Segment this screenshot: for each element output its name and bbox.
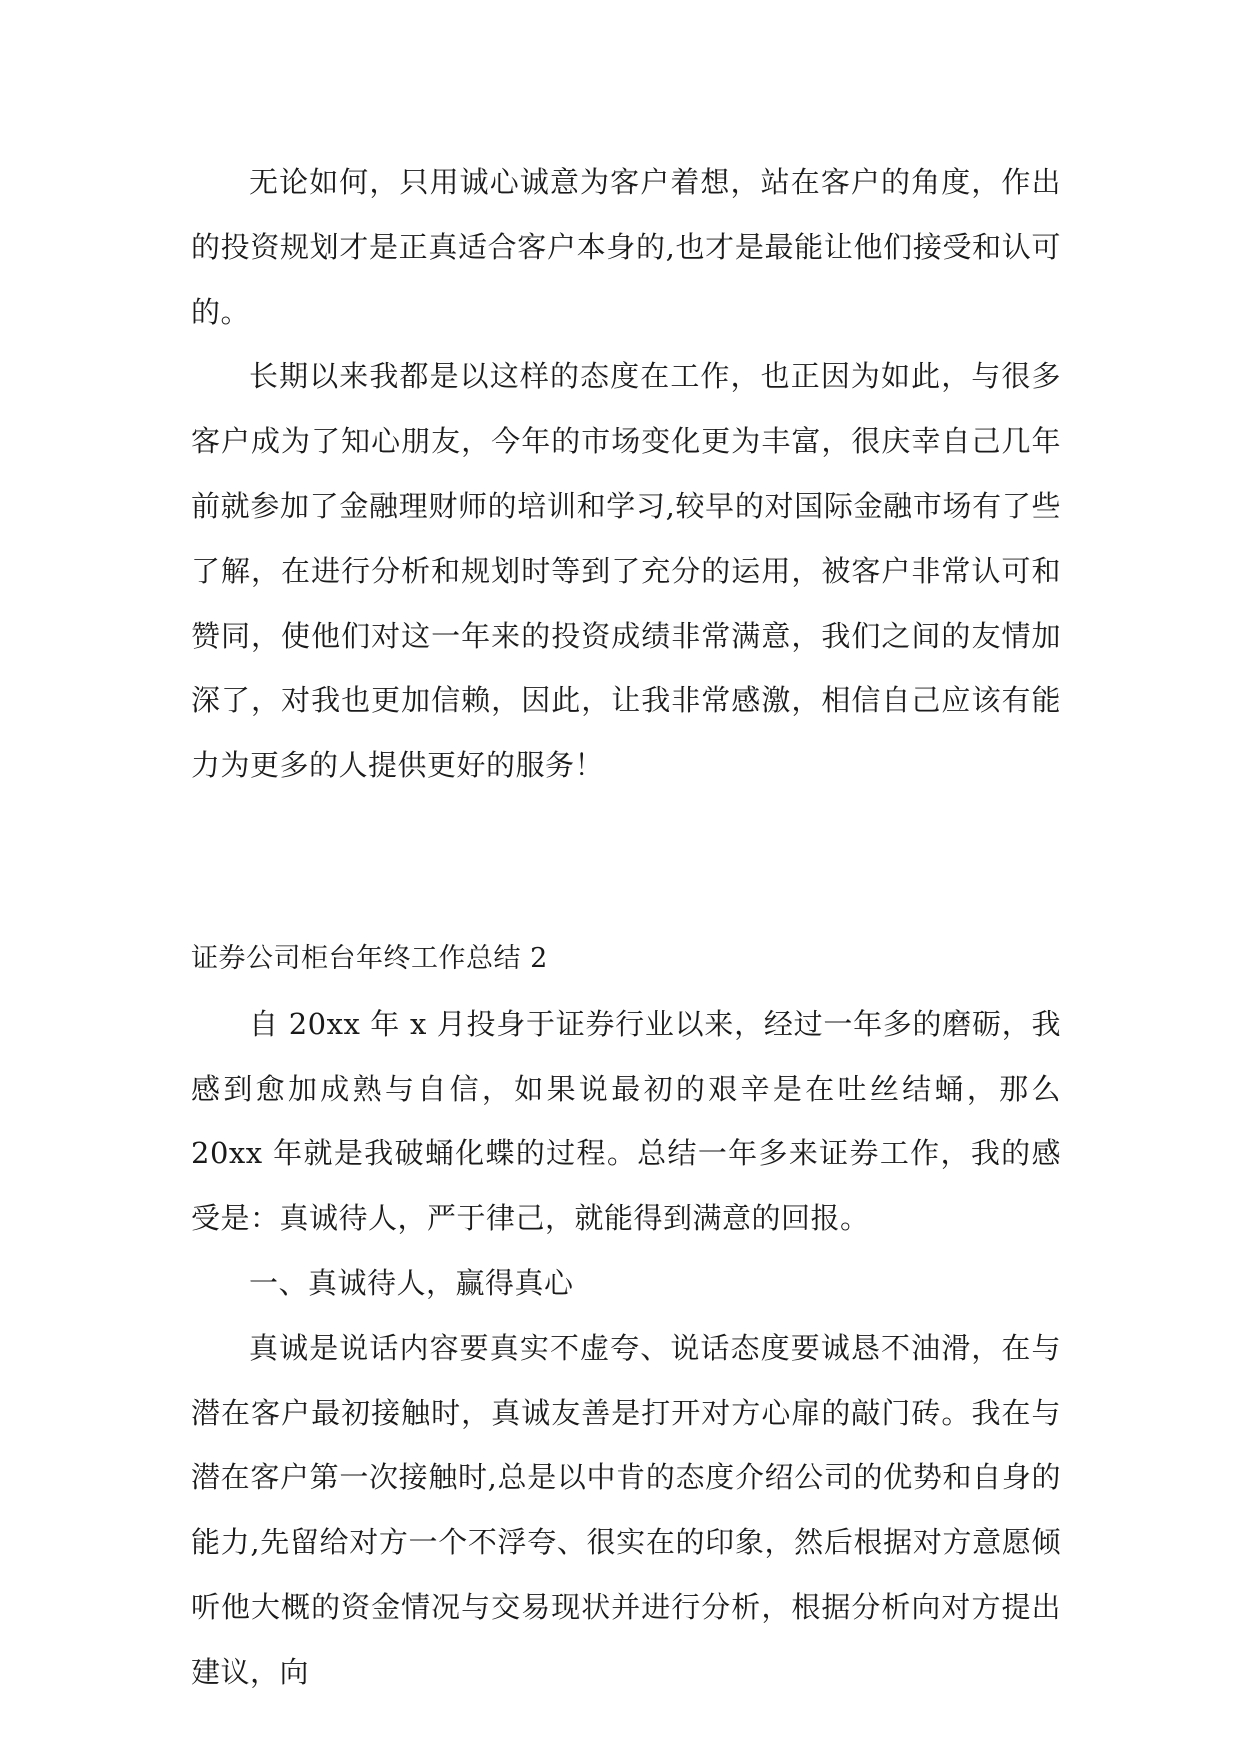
section-title: 证券公司柜台年终工作总结 2	[191, 942, 548, 974]
section-spacer	[191, 798, 1061, 927]
paragraph-sincerity: 真诚是说话内容要真实不虚夸、说话态度要诚恳不油滑，在与潜在客户最初接触时，真诚友善是打开对方心扉的敲门砖。我在与潜在客户第一次接触时,总是以中肯的态度介绍公司的优势和自身的能力,先留给对方一个不浮夸、很实在的印象，然后根据对方意愿倾听他大概的资金情况与交易现状并进行分析，根据分析向对方提出建议，向	[191, 1330, 1061, 1689]
paragraph-customer-first: 无论如何，只用诚心诚意为客户着想，站在客户的角度，作出的投资规划才是正真适合客户本身的,也才是最能让他们接受和认可的。	[191, 165, 1061, 329]
subheading-sincerity: 一、真诚待人，赢得真心	[249, 1265, 574, 1300]
document-body	[191, 150, 1061, 1705]
paragraph-long-term-attitude: 长期以来我都是以这样的态度在工作，也正因为如此，与很多客户成为了知心朋友，今年的市场变化更为丰富，很庆幸自己几年前就参加了金融理财师的培训和学习,较早的对国际金融市场有了些了解，在进行分析和规划时等到了充分的运用，被客户非常认可和赞同，使他们对这一年来的投资成绩非常满意，我们之间的友情加深了，对我也更加信赖，因此，让我非常感激，相信自己应该有能力为更多的人提供更好的服务！	[191, 359, 1061, 783]
paragraph-intro: 自 20xx 年 x 月投身于证券行业以来，经过一年多的磨砺，我感到愈加成熟与自信，如果说最初的艰辛是在吐丝结蛹，那么 20xx 年就是我破蛹化蝶的过程。总结一年多来证券工作，我的感受是：真诚待人，严于律己，就能得到满意的回报。	[191, 1006, 1061, 1236]
